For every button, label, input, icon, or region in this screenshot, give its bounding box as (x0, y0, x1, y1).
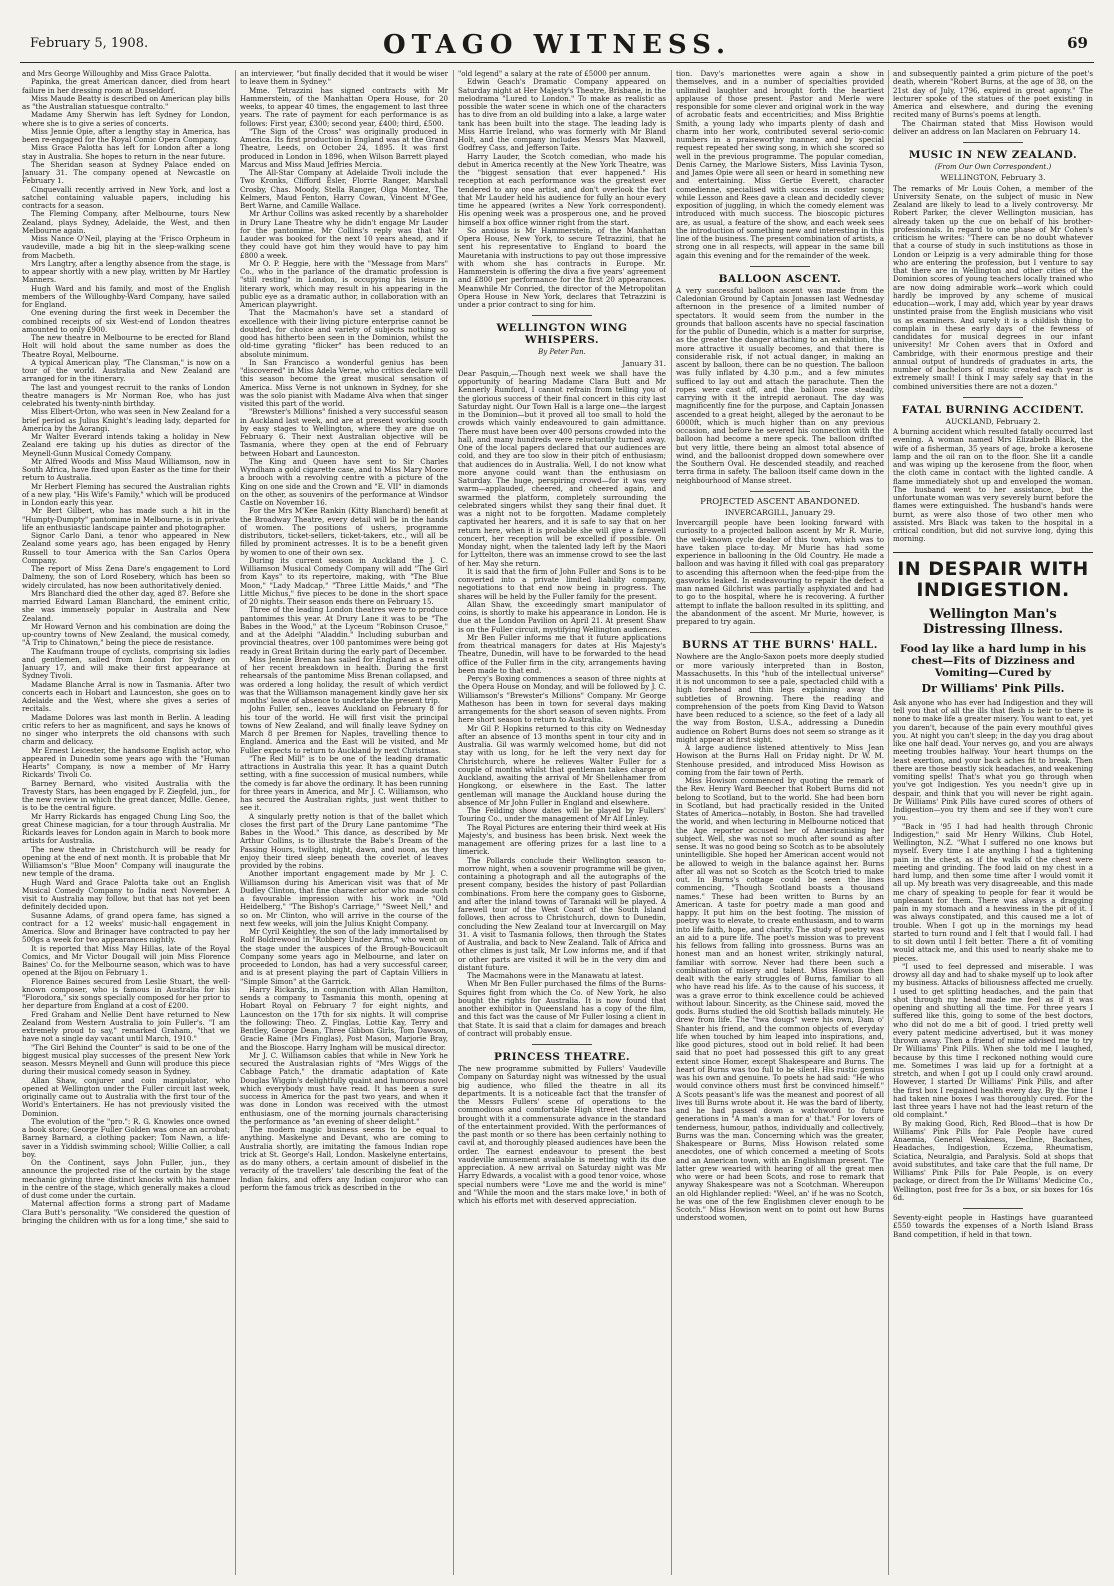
paragraph: The new theatre in Melbourne to be erected for Bland Holt will hold about the same number as does the Theatre Royal, Melbourne. (22, 333, 230, 359)
paragraph: "The Red Mill" is to be one of the leading dramatic attractions in Australia this year. It has a quaint Dutch setting, with a fine succession of musical numbers, while the comedy is far above the ordinary. It has been running for three years in America, and Mr J. C. Williamson, who has secured the Australian rights, just went thither to see it. (240, 753, 448, 813)
paragraph: Miss Elbert-Orton, who was seen in New Zealand for a brief period as Julius Knight's leading lady, departed for America by the Aorangi. (22, 407, 230, 433)
paragraph: an interviewer, "but finally decided that it would be wiser to leave them in Sydney." (240, 70, 448, 87)
music-nz-heading: MUSIC IN NEW ZEALAND. (908, 149, 1078, 161)
paragraph: Another important engagement made by Mr J. C. Williamson during his American visit was that of Mr Dudley Clinton, that fine character actor who made such a favourable impression with his work in "Old Heidelberg," "The Bishop's Carriage," "Sweet Nell," and so on. Mr Clinton, who will arrive in the course of the next few weeks, will join the Julius Knight Company. (240, 869, 448, 928)
wing-whispers-heading: WELLINGTON WING WHISPERS. (496, 322, 628, 347)
paragraph: The Chairman stated that Miss Howison would deliver an address on Ian Maclaren on February 14. (893, 118, 1093, 136)
paragraph: It is said that the firm of John Fuller and Sons is to be converted into a private limited liability company, negotiations to that end now being in progress. The shares will be held by the Fuller family for the present. (458, 566, 666, 601)
paragraph: "The Sign of the Cross" was originally produced in America. Its first production in England was at the Grand Theatre, Leeds, on October 24, 1895. It was first produced in London in 1896, when Wilson Barrett played Marcus and Miss Maud Jeffries Mercia. (240, 126, 448, 169)
music-nz-subheading: (From Our Own Correspondent.) (934, 163, 1052, 171)
article-separator (750, 632, 810, 633)
column-rule (671, 70, 672, 1575)
paragraph: "I used to feel depressed and miserable. I was drowsy all day and had to shake myself up to look after my business. Attacks of biliousness affected me cruelly. I used to get splitting headaches, and the pain that shot through my head made me feel as if it was opening and shutting all the time. For three years I suffered like this, going to some of the best doctors, who did not do me a bit of good. I tried pretty well every patent medicine advertised, but it was money thrown away. Then a friend of mine advised me to try Dr Williams' Pink Pills. When she told me I laughed, because by this time I reckoned nothing would cure me. Sometimes I was laid up for a fortnight at a stretch, and when I got up I could only crawl around. However, I started Dr Williams' Pink Pills, and after the first box I regained health every day. By the time I had taken nine boxes I was thoroughly cured. For the last three years I have not had the least return of the old complaint." (893, 961, 1093, 1120)
princess-theatre-continued (676, 70, 884, 260)
projected-ascent-dateline: INVERCARGILL, January 29. (724, 507, 836, 517)
article-separator (963, 142, 1023, 143)
music-nz-body (893, 185, 1093, 391)
paragraph: One evening during the first week in December the combined receipts of six West-end of London theatres amounted to only £900. (22, 308, 230, 334)
paragraph: Maternal affection forms a strong part of Madame Clara Butt's personality. "We considered the question of bringing the children with us for a long time," she said to (22, 1199, 230, 1225)
paragraph: Mr J. C. Williamson cables that while in New York he secured the Australasian rights of "Mrs Wiggs of the Cabbage Patch," the dramatic adaptation of Kate Douglas Wiggin's delightfully quaint and humorous novel which everybody must have read. It has been a sure success in America for the past two years, and when it was done in London was received with the utmost enthusiasm, one of the morning journals characterising the performance as "an evening of sheer delight." (240, 1050, 448, 1126)
paragraph: The Royal Pictures are entering their third week at His Majesty's, and business has been brisk. Next week the management are offering prizes for a last line to a limerick. (458, 822, 666, 857)
paragraph: Mr Walter Everard intends taking a holiday in New Zealand ere taking up his duties as director of the Meynell-Gunn Musical Comedy Company. (22, 432, 230, 458)
paragraph: The Macmahons were in the Manawatu at latest. (467, 971, 644, 980)
ad-brand: Dr Williams' Pink Pills. (921, 681, 1065, 695)
paragraph: The All-Star Company at Adelaide Tivoli include the Two Kronks, Clifford Esler, Florrie Ranger, Marshall Crosby, Chas. Moody, Stella Ranger, Olga Montez, The Kelmers, Maud Fenton, Harry Cowan, Vincent M'Gee, Bert Warne, and Camille Wallace. (240, 168, 448, 210)
ad-headline: IN DESPAIR WITH INDIGESTION. (897, 557, 1089, 601)
fatal-accident-body (893, 428, 1093, 544)
paragraph: Madame Blanche Arral is now in Tasmania. After two concerts each in Hobart and Launceston, she goes on to Adelaide and the West, where she gives a series of recitals. (22, 679, 230, 714)
paragraph: Mr Howard Vernon and his combination are doing the up-country towns of New Zealand, the musical comedy, "A Trip to Chinatown," being the piece de resistance. (22, 621, 230, 648)
column-2 (240, 70, 448, 1575)
paragraph: When Mr Ben Fuller purchased the films of the Burns-Squires fight from which the Co. of New York, he also bought the rights for Australia. It is now found that another exhibitor in Queensland has a copy of the film, and this fact was the cause of Mr Fuller losing a client in that State. It is said that a claim for damages and breach of contract will probably ensue. (458, 979, 666, 1038)
paragraph: Mrs Langtry, after a lengthy absence from the stage, is to appear shortly with a new play, written by Mr Hartley Manners. (22, 258, 230, 285)
paragraph: Mr O. P. Heggie, here with the "Message from Mars" Co., who in the parlance of the dramatic profession is "still resting" in London, is occupying his leisure in literary work, which may result in his appearing in the public eye as a dramatic author, in collaboration with an American playwright. (240, 258, 448, 309)
paragraph: Mme. Tetrazzini has signed contracts with Mr Hammerstein, of the Manhattan Opera House, for 20 weeks, to appear 40 times, the engagement to last three years. The rate of payment for each performance is as follows: First year, £300; second year, £400; third, £500. (240, 85, 448, 128)
paragraph: Cinquevalli recently arrived in New York, and lost a satchel containing valuable papers, including his contracts for a season. (22, 184, 230, 210)
burns-hall-body (676, 653, 884, 1222)
paragraph: Mr Arthur Collins was asked recently by a shareholder in Drury Lane Theatre why he didn't engage Mr Lauder for the pantomime. Mr Collins's reply was that Mr Lauder was booked for the next 10 years ahead, and if they could have got him they would have to pay him £800 a week. (240, 209, 448, 260)
column-rule (235, 70, 236, 1575)
princess-theatre-body (458, 1065, 666, 1205)
column-3 (458, 70, 666, 1575)
paragraph: tion. Davy's marionettes were again a show in themselves, and in a number of specialties provided unlimited laughter and brought forth the heartiest applause of those present. Pastor and Merle were responsible for some clever and original work in the way of acrobatic feats and eccentricities; and Miss Brightie Smith, a young lady who imparts plenty of dash and charm into her work, contributed several serio-comic numbers in a praiseworthy manner, and by special request repeated her swing song, in which she scored so well in the previous programme. The popular comedian, Denis Carney, the Marlowe Sisters, Miss Lavinia Tyson, and James Opie were all seen or heard in something new and entertaining. Miss Gertie Everett, character comedienne, specialised with success in coster songs; while Lesson and Rees gave a clean and decidedly clever exposition of juggling, in which the comedy element was introduced with much success. The bioscopic pictures are, as usual, a feature of the show, and each week sees the introduction of something new and interesting in this line of the business. The present combination of artists, a strong one in all respects, will appear in the same bill again this evening and for the remainder of the week. (676, 70, 884, 260)
paragraph: Seventy-eight people in Hastings have guaranteed £550 towards the expenses of a North Island Brass Band competition, if held in that town. (893, 1213, 1093, 1239)
paragraph: So anxious is Mr Hammerstein, of the Manhattan Opera House, New York, to secure Tetrazzini, that he sent his representative to England to board the Mauretania with instructions to pay out those impressive with whom she has contracts in Europe. Mr. Hammerstein is offering the diva a five years' agreement and £800 per performance for the first 20 appearances. Meanwhile Mr Conried, the director of the Metropolitan Opera House in New York, declares that Tetrazzini is under a prior contract to sing for him. (458, 225, 666, 309)
paragraph: and subsequently painted a grim picture of the poet's death, wherein "Robert Burns, at the age of 38, on the 21st day of July, 1796, expired in great agony." The lecturer spoke of the statues of the poet existing in America and elsewhere, and during the evening recited many of Burns's poems at length. (893, 70, 1093, 120)
ad-deck: Food lay like a hard lump in his chest—Fits of Dizziness and Vomiting—Cured by (900, 642, 1086, 679)
paragraph: The last and youngest recruit to the ranks of London theatre managers is Mr Norman Roe, who has just celebrated his twenty-ninth birthday. (22, 382, 230, 408)
paragraph: A typical American play, "The Clansman," is now on a tour of the world. Australia and New Zealand are arranged for in the itinerary. (22, 357, 230, 384)
paragraph: Edwin Geach's Dramatic Company appeared on Saturday night at Her Majesty's Theatre, Brisbane, in the melodrama "Lured to London." To make as realistic as possible the water scene in which one of the characters has to dive from an old building into a lake, a large water tank has been built into the stage. The leading lady is Miss Harrie Ireland, who was formerly with Mr Bland Holt, and the company includes Messrs Max Maxwell, Godfrey Cass, and Jefferson Taite. (458, 77, 666, 153)
paragraph: Harry Lauder, the Scotch comedian, who made his debut in America recently at the New York Theatre, was the "biggest sensation that ever happened." His reception at each performance was the greatest ever tendered to any one artist, and don't overlook the fact that Mr Lauder held his audience for fully an hour every time he appeared (writes a New York correspondent). His opening week was a prosperous one, and he proved himself a box office winner right from the start. (458, 151, 666, 227)
paragraph: Hugh Ward and his family, and most of the English members of the Willoughby-Ward Company, have sailed for England. (22, 283, 230, 309)
paragraph: The evolution of the "pro.": R. G. Knowles once owned a book store; George Fuller Golden was once an acrobat; Barney Barnard, a clothing packer; Tom Nawn, a life-saver in a Yiddish swimming school; Willie Collier, a call boy. (22, 1116, 230, 1159)
paragraph: John Fuller, sen., leaves Auckland on February 8 for his tour of the world. He will first visit the principal towns of New Zealand, and will finally leave Sydney on March 8 per Bremen for Naples, travelling thence to England. America and the East will be visited, and Mr Fuller expects to return to Auckland by next Christmas. (240, 704, 448, 755)
ad-body (893, 699, 1093, 1202)
ad-subheading: Wellington Man's Distressing Illness. (922, 606, 1064, 637)
paragraph: During its current season in Auckland the J. C. Williamson Musical Comedy Company will add "The Girl from Kays" to its repertoire, making, with "The Blue Moon," "Lady Madcap," "Three Little Maids," and "The Little Michus," five pieces to be done in the short space of 20 nights. Their season ends there on February 15. (240, 555, 448, 606)
paragraph: "old legend" a salary at the rate of £5000 per annum. (458, 70, 651, 78)
paragraph: Fred Graham and Nellie Dent have returned to New Zealand from Western Australia to join Fuller's. "I am extremely proud to say," remarked Graham, "that we have not a single day vacant until March, 1910." (22, 1009, 230, 1044)
projected-ascent-body (676, 519, 884, 626)
paragraph: Mr Cyril Keightley, the son of the lady immortalised by Rolf Boldrewood in "Robbery Under Arms," who went on the stage under the auspices of the Brough-Boucicault Company some years ago in Melbourne, and later on proceeded to London, has had a very successful career, and is at present playing the part of Captain Villiers in "Simple Simon" at the Garrick. (240, 927, 448, 986)
paragraph: Mr Alfred Woods and Miss Maud Williamson, now in South Africa, have fixed upon Easter as the time for their return to Australia. (22, 456, 230, 483)
brass-band-note (893, 1214, 1093, 1239)
masthead (20, 22, 1094, 63)
column-rule (888, 70, 889, 1575)
paragraph: "Brewster's Millions" finished a very successful season in Auckland last week, and are at present working south by easy stages to Wellington, where they are due on February 6. Their next Australian objective will be Tasmania, where they open at the end of February between Hobart and Launceston. (240, 407, 448, 458)
column-4 (676, 70, 884, 1575)
paragraph: Madame Amy Sherwin has left Sydney for London, where she is to give a series of concerts. (22, 110, 230, 128)
paragraph: A burning accident which resulted fatally occurred last evening. A woman named Mrs Elizabeth Black, the wife of a fisherman, 35 years of age, broke a kerosene lamp and the oil ran on to the floor. She lit a candle and was wiping up the kerosene from the floor, when the cloth came in contact with the lighted candle. A flame immediately shot up and enveloped the woman. The husband went to her assistance, but the unfortunate woman was very severely burnt before the flames were extinguished. The husband's hands were burnt, as were also those of two other men who assisted. Mrs Black was taken to the hospital in a critical condition, but did not survive long, dying this morning. (893, 427, 1093, 544)
paragraph: Hugh Ward and Grace Palotta take out an English Musical Comedy Company to India next November. A visit to Australia may follow, but that has not yet been definitely decided upon. (22, 877, 230, 912)
column-rule (453, 70, 454, 1575)
paragraph: Susanne Adams, of grand opera fame, has signed a contract for a 12 weeks' music-hall engagement in America. Slow and Brinager have contracted to pay her 500gs a week for two appearances nightly. (22, 910, 230, 945)
paragraph: Mr Herbert Fleming has secured the Australian rights of a new play, "His Wife's Family," which will be produced in London early this year. (22, 481, 230, 507)
paragraph: Harry Rickards, in conjunction with Allan Hamilton, sends a company to Tasmania this month, opening at Hobart Royal on February 7 for eight nights, and Launceston on the 17th for six nights. It will comprise the following: Theo. Z. Finglas, Lottie Kay, Terry and Bentley, George Dean, Three Gibbon Girls, Tom Dawson, Gracie Raine (Mrs Finglas), Post Mason, Marjorie Bray, and the Bioscope. Harry Ingham will be musical director. (240, 984, 448, 1052)
paragraph: Dear Pasquin,—Though next week we shall have the opportunity of hearing Madame Clara Butt and Mr Kennerly Rumford, I cannot refrain from telling you of the glorious success of their final concert in this city last Saturday night. Our Town Hall is a large one—the largest in the Dominion—but it proved all too small to hold the crowds which vainly endeavoured to gain admittance. There must have been over 400 persons crowded into the hall, and many hundreds were reluctantly turned away. One of the local papers declared that our audiences are cold, and they are too slow in their pitch of enthusiasm; that audiences do in Australia. Well, I do not know what more anyone could want than the enthusiasm on Saturday. The huge, perspiring crowd—for it was very warm—applauded, cheered, and cheered again, and swarmed the platform, completely surrounding the celebrated singers whilst they sang their final duet. It was a night not to be forgotten. Madame completely captivated her hearers, and it is safe to say that on her return here, when it is probable she will give a farewell concert, her reception will be excelled if possible. On Monday night, when the talented lady left by the Maori for Lyttelton, there was an immense crowd to see the last of her. May she return. (458, 368, 666, 568)
paragraph: On the Continent, says John Fuller, jun., they announce the projected rise of the curtain by the stage mechanic giving three distinct knocks with his hammer in the centre of the stage, which generally makes a cloud of dust come under the curtain. (22, 1158, 230, 1200)
paragraph: The Fleming Company, after Melbourne, tours New Zealand, plays Sydney, Adelaide, the West, and then Melbourne again. (22, 209, 230, 235)
paragraph: Miss Grace Palotta has left for London after a long stay in Australia. She hopes to return in the near future. (22, 143, 230, 161)
fatal-accident-heading: FATAL BURNING ACCIDENT. (901, 403, 1085, 416)
theatrical-notes-end (458, 70, 666, 309)
paragraph: Miss Maude Beatty is described on American play bills as "the Australian statuesque contralto." (22, 93, 230, 111)
article-separator (963, 1208, 1023, 1209)
paragraph: The King and Queen have sent to Sir Charles Wyndham a gold cigarette case, and to Miss Mary Moore a brooch with a revolving centre with a picture of the King on one side and the Crown and "E. VII" in diamonds on the other, as souvenirs of the performance at Windsor Castle on November 16. (240, 456, 448, 507)
paragraph: The Sheridan season at Sydney Palace ended on January 31. The company opened at Newcastle on February 1. (22, 159, 230, 186)
article-separator (750, 491, 810, 492)
paragraph: Miss Nance O'Neil, playing at the 'Frisco Orpheum in vaudeville, made a big hit in the sleep-walking scene from Macbeth. (22, 234, 230, 260)
paragraph: Mr Gil P. Hopkins returned to this city on Wednesday after an absence of 13 months spent in tour city and in Australia. Gil was warmly welcomed home, but did not stay with us long, for he left the very next day for Christchurch, where he relieves Walter Fuller for a couple of months whilst that gentleman takes charge of Auckland, awaiting the arrival of Mr Shellenhamer from Hongkong, or elsewhere in the East. The latter gentleman will manage the Auckland house during the absence of Mr John Fuller in England and elsewhere. (458, 723, 666, 807)
projected-ascent-heading: PROJECTED ASCENT ABANDONED. (700, 496, 860, 507)
princess-theatre-heading: PRINCESS THEATRE. (493, 1051, 631, 1063)
article-separator (532, 1044, 592, 1045)
paragraph: Miss Jennie Brenan has sailed for England as a result of her recent breakdown in health. During the first rehearsals of the pantomime Miss Brenan collapsed, and was ordered a long holiday, the result of which verdict was that the Williamson management kindly gave her six months' leave of absence to undertake the present trip. (240, 654, 448, 705)
paragraph: and Mrs George Willoughby and Miss Grace Palotta. (22, 70, 212, 78)
paragraph: Ask anyone who has ever had Indigestion and they will tell you that of all the ills that flesh is heir to there is none to make life a greater misery. You want to eat, yet you daren't, because of the pain every mouthful gives you. At night you can't sleep; in the day you drag about like one half dead. Your nerves go, and you are always meeting troubles halfway. Your heart thumps on the least exertion, and your back aches fit to break. Then there are those beastly sick headaches, and weakening vomiting spells! That's what you go through when you've got Indigestion. Yes you needn't give up in despair, and think that you will never be right again. Dr Williams' Pink Pills have cured scores of others of Indigestion—you try them and see if they won't cure you. (893, 697, 1093, 823)
paragraph: Nowhere are the Anglo-Saxon poets more deeply studied or more variously interpreted than in Boston, Massachusetts. In this "hub of the intellectual universe" it is not uncommon to see a pale, spectacled child with a high forehead and thin legs explaining away the subtleties of Browning. There the reading and comprehension of the poets from King David to Watson have been reduced to a science, so the feet of a lady all the way from Boston, U.S.A., addressing a Dunedin audience on Robert Burns does not seem so strange as it might appear at first sight. (676, 652, 884, 744)
paragraph: Florence Baines secured from Leslie Stuart, the well-known composer, who is famous in Australia for his "Florodora," six songs specially composed for her prior to her departure from England at a cost of £200. (22, 976, 230, 1011)
paragraph: A singularly pretty notion is that of the ballet which closes the first part of the Drury Lane pantomime "The Babes in the Wood." This dance, as described by Mr Arthur Collins, is to illustrate the Babe's Dream of the Passing Hours, twilight, night, dawn, and noon, as they enjoy their tired sleep beneath the coverlet of leaves provided by the robins. (240, 811, 448, 870)
paragraph: The report of Miss Zena Dare's engagement to Lord Dalmeny, the son of Lord Rosebery, which has been so widely circulated, has now been authoritatively denied. (22, 564, 230, 590)
balloon-ascent-heading: BALLOON ASCENT. (718, 272, 842, 285)
paragraph: Mr Harry Rickards has engaged Chung Ling Soo, the great Chinese magician, for a tour through Australia. Mr Rickards leaves for London again in March to book more artists for Australia. (22, 811, 230, 846)
paragraph: Miss Howison commenced by quoting the remark of the Rev. Henry Ward Beecher that Robert Burns did not belong to Scotland, but to the world. She had been born in Scotland, but had practically resided in the United States of America—notably, in Boston. She had travelled the world, and when lecturing in Melbourne noticed that the Age reporter accused her of Americanising her subject. Well, she was not so much after sound as after sense. It was no good being so Scotch as to be absolutely unintelligible. She hoped her American accent would not be allowed to weigh in the balance against her. Burns after all was not so Scotch as the Scotch tried to make out. In Burns's cottage could be seen the lines commencing, "Though Scotland boasts a thousand names." These had been written to Burns by an American. A taste for poetry made a man good and happy. It put him on the best footing. The mission of poetry was to elevate, to create enthusiasm, and to warm into life faith, hope, and charity. The study of poetry was an aid to a pure life. The poet's mission was to prevent his fellows from falling into grossness. Burns was an honest man and an honest writer, strikingly natural, familiar with sorrow. Never had there been such a combination of misery and talent. Miss Howison then dealt with the early struggles of Burns, familiar to all who have read his life. As to the cause of his success, it was a grave error to think excellence could be achieved without labour. Sincerity, as the Chinese said, moved the gods. Burns studied the old Scottish ballads minutely. He drew from life. The "twa dougs" were his own, Dam o' Shanter his friend, and the common objects of everyday life when touched by him leaped into inspirations, and, like good pictures, stood out in bold relief. It had been said that no poet had possessed this gift to any great extent since Homer, except Shakespeare and Burns. The heart of Burns was too full to be silent. His rustic genius was his own and genuine. To poets he had said: "He who would convince others must first be convinced himself." A Scots peasant's life was the meanest and poorest of all lives till Burns wrote about it. He was the bard of liberty, and he had passed down a watchword to future generations in "A man's a man for a' that." For lovers of tenderness, humour, pathos, individually and collectively, Burns was the man. Concerning which was the greater, Shakespeare or Burns, Miss Howison related some anecdotes, one of which concerned a meeting of Scots and an American town, with an Englishman present. The latter grew wearied with hearing of all the great men who were or had been Scots, and rose to remark that anyway Shakespeare was not a Scotchman. Whereupon an old Highlander replied: "Weel, an' if he was no Scotch, he was one of the few Englishmen clever enough to be Scotch." Miss Howison went on to point out how Burns understood women, (676, 776, 884, 1223)
paragraph: "Back in '95 I had had health through Chronic Indigestion," said Mr Henry Wilkins, Club Hotel, Wellington, N.Z. "What I suffered no one knows but myself. Every time I ate anything I had a tightening pain in the chest, as if the walls of the chest were meeting and grinding. The food laid on my chest in a hard lump, and then some time after I would vomit it all up. My breath was very disagreeable, and this made me chary of speaking to people for fear it would be unpleasant for them. There was always a dragging pain in my stomach and a heaviness in the pit of it. I was always constipated, and this caused me a lot of trouble. When I got up in the mornings my head started to turn round and I felt that I would fall. I had to sit down until I felt better. There a fit of vomiting would attack me, and this used to nearly shake me to pieces. (893, 821, 1093, 963)
wing-whispers-dateline: January 31. (622, 358, 666, 368)
paragraph: A very successful balloon ascent was made from the Caledonian Ground by Captain Jonassen last Wednesday afternoon in the presence of a limited number of spectators. It would seem from the number in the grounds that balloon ascents have no special fascination for the public of Dunedin, which is a matter for surprise, as the greater the danger attaching to an exhibition, the more attractive it usually becomes, and that there is considerable risk, if not actual danger, in making an ascent by balloon, there can be no question. The balloon was fully inflated by 4.30 p.m., and a few minutes sufficed to lay out and attach the parachute. Then the ropes were cast off, and the balloon rose steadily, carrying with it the intrepid aeronaut. The day was magnificently fine for the purpose, and Captain Jonassen ascended to a great height, alleged by the aeronaut to be 6000ft, which is much higher than on any previous occasion, and before he severed his connection with the balloon had become a mere speck. The balloon drifted but very little, there being an almost total absence of wind, and the balloonist dropped down somewhere over the Southern Oval. He descended steadily, and reached terra firma in safety. The balloon itself came down in the neighbourhood of Manse street. (676, 285, 884, 485)
burns-hall-continued (893, 70, 1093, 136)
paragraph: The Kaufmann troupe of cyclists, comprising six ladies and gentlemen, sailed from London for Sydney on January 17, and will make their first appearance at Sydney Tivoli. (22, 646, 230, 681)
burns-hall-heading: BURNS AT THE BURNS' HALL. (682, 639, 878, 652)
paragraph: For the Mrs M'Kee Rankin (Kitty Blanchard) benefit at the Broadway Theatre, every detail will be in the hands of women. The positions of ushers, programme distributors, ticket-sellers, ticket-takers, etc., will all be filled by prominent actresses. It is to be a benefit given by women to one of their own sex. (240, 506, 448, 557)
paragraph: Papinka, the great American dancer, died from heart failure in her dressing room at Dusseldorf. (22, 77, 230, 95)
paragraph: It is reported that Miss May Hillas, late of the Royal Comics, and Mr Victor Dougall will join Miss Florence Baines' Co. for the Melbourne season, which was to have opened at the Bijou on February 1. (22, 943, 230, 978)
paragraph: That the Macmahon's have set a standard of excellence with their living picture enterprise cannot be doubted, for choice and variety of subjects nothing so good has hitherto been seen in the Dominion, whilst the old-time gyrating "flicker" has been reduced to an absolute minimum. (240, 308, 448, 359)
paragraph: A large audience listened attentively to Miss Jean Howison at the Burns Hall on Friday night. Dr W. M. Stenhouse presided, and introduced Miss Howison as coming from the fair town of Perth. (676, 743, 884, 777)
paragraph: By making Good, Rich, Red Blood—that is how Dr Williams' Pink Pills for Pale People have cured Anaemia, General Weakness, Decline, Backaches, Headaches, Indigestion, Eczema, Rheumatism, Sciatica, Neuralgia, and Paralysis. Sold at shops that avoid substitutes, and take care that the full name, Dr Williams' Pink Pills for Pale People, is on every package, or direct from the Dr Williams' Medicine Co., Wellington, post free for 3s a box, or six boxes for 16s 6d. (893, 1118, 1093, 1202)
paragraph: Percy's Boxing commences a season of three nights at the Opera House on Monday, and will be followed by J. C. Williamson's "Brewster's Millions" Company. Mr George Matheson has been in town for several days making arrangements for the short season of seven nights. From here short season to return to Australia. (458, 674, 666, 725)
paragraph: Miss Jennie Opie, after a lengthy stay in America, has been re-engaged for the Royal Comic Opera Company. (22, 126, 230, 144)
paragraph: The new programme submitted by Fullers' Vaudeville Company on Saturday night was witnessed by the usual big audience, who filled the theatre in all its departments. It is a noticeable fact that the transfer of the Messrs Fullers' scene of operations to the commodious and comfortable High street theatre has brought with it a commensurate advance in the standard of the entertainment provided. With the performances of the past month or so there has been certainly nothing to cavil at, and thoroughly pleased audiences have been the order. The earnest endeavour to present the best vaudeville amusement available is meeting with its due appreciation. A new arrival on Saturday night was Mr Harry Edwards, a vocalist with a good tenor voice, whose special numbers were "Love me and the world is mine" and "While the moon and the stars make love," in both of which his efforts met with deserved appreciation. (458, 1064, 666, 1205)
issue-date: February 5, 1908. (30, 36, 149, 51)
paragraph: The Pollards conclude their Wellington season to-morrow night, when a souvenir programme will be given, containing a photograph and all the autographs of the present company, besides the history of past Pollardian combinations. From here the company goes to Gisborne, and after the inland towns of Taranaki will be played. A farewell tour of the West Coast of the South Island follows, then across to Christchurch, down to Dunedin, concluding the New Zealand tour at Invercargill on May 31. A visit to Tasmania follows, then through the States of Australia, and back to New Zealand. Talk of Africa and other climes is just talk, Mr Low informs me, and if that or other parts are visited it will be in the very dim and distant future. (458, 855, 666, 972)
paragraph: Signor Carlo Dani, a tenor who appeared in New Zealand some years ago, has been engaged by Henry Russell to tour America with the San Carlos Opera Company. (22, 531, 230, 565)
paragraph: Allan Shaw, conjurer and coin manipulator, who opened at Wellington under the Fuller circuit last week, originally came out to Australia with the first tour of the World's Entertainers. He has not previously visited the Dominion. (22, 1075, 230, 1118)
paragraph: Mrs Blanchard died the other day, aged 87. Before she married Edward Laman Blanchard, the eminent critic, she was immensely popular in Australia and New Zealand. (22, 588, 230, 623)
paragraph: Mr Ernest Leicester, the handsome English actor, who appeared in Dunedin some years ago with the "Human Hearts" Company, is now a member of Mr Harry Rickards' Tivoli Co. (22, 745, 230, 780)
paragraph: The new theatre in Christchurch will be ready for opening at the end of next month. It is probable that Mr Williamson's "Blue Moon" Company will inaugurate the new temple of the drama. (22, 844, 230, 879)
paragraph: Allan Shaw, the exceedingly smart manipulator of coins, is shortly to make his appearance in London. He is due at the London Pavilion on April 21. At present Shaw is on the Fuller circuit, mystifying Wellington audiences. (458, 599, 666, 634)
pink-pills-advertisement (893, 552, 1093, 1203)
paragraph: Madame Dolores was last month in Berlin. A leading critic refers to her as magnificent, and says he knows of no singer who interprets the old chansons with such charm and delicacy. (22, 712, 230, 747)
paragraph: Invercargill people have been looking forward with curiosity to a projected balloon ascent by Mr R. Murie, the well-known cycle dealer of this town, which was to have taken place to-day. Mr Murie has had some experience in ballooning in the Old Country. He made a balloon and was having it filled with coal gas preparatory to ascending this afternoon when the feed-pipe from the gasworks leaked. In endeavouring to repair the defect a man named Gilchrist was partially asphyxiated and had to go to the hospital, where he is recovering. A further attempt to inflate the balloon resulted in its splitting, and the abandonment of the ascent. Mr Murie, however, is prepared to try again. (676, 518, 884, 626)
page-number: 69 (1067, 34, 1088, 52)
paragraph: Three of the leading London theatres were to produce pantomimes this year. At Drury Lane it was to be "The Babes in the Wood," at the Lyceum "Robinson Crusoe," and at the Adelphi "Aladdin." Including suburban and provincial theatres, over 100 pantomimes were being got ready in Great Britain during the early part of December. (240, 605, 448, 656)
paragraph: "The Girl Behind the Counter" is said to be one of the biggest musical play successes of the present New York season. Messrs Meynell and Gunn will produce this piece during their musical comedy season in Sydney. (22, 1042, 230, 1077)
article-separator (750, 266, 810, 267)
newspaper-title: OTAGO WITNESS. (382, 30, 732, 60)
paragraph: The Feilding show dates will be played by Fullers' Touring Co., under the management of Mr Alf Linley. (458, 806, 666, 824)
paragraph: The modern magic business seems to be equal to anything. Maskelyne and Devant, who are coming to Australia shortly, are imitating the famous Indian rope trick at St. George's Hall, London. Maskelyne entertains, as do many others, a certain amount of disbelief in the veracity of the travellers' tale describing the feat of the Indian fakirs, and offers any Indian conjuror who can perform the famous trick as described in the (240, 1125, 448, 1192)
article-separator (963, 397, 1023, 398)
paragraph: In San Francisco a wonderful genius has been "discovered" in Miss Adela Verne, who critics declare will this season become the great musical sensation of America. Miss Verne is not unknown in Sydney, for she was the solo pianist with Madame Alva when that singer visited this part of the world. (240, 357, 448, 408)
theatrical-notes-continued (240, 70, 448, 1192)
wing-whispers-body (458, 370, 666, 1038)
column-5 (893, 70, 1093, 1575)
paragraph: Mr Ben Fuller informs me that it future applications from theatrical managers for dates at His Majesty's Theatre, Dunedin, will have to be forwarded to the head office of the Fuller firm in the city, arrangements having been made to that end. (458, 632, 666, 675)
music-nz-dateline: WELLINGTON, February 3. (940, 173, 1046, 183)
paragraph: Mr Bert Gilbert, who has made such a hit in the "Humpty-Dumpty" pantomime in Melbourne, is in private life an enthusiastic landscape painter and photographer. (22, 506, 230, 532)
paragraph: The remarks of Mr Louis Cohen, a member of the University Senate, on the subject of music in New Zealand are likely to lead to a lively controversy. Mr Robert Parker, the clever Wellington musician, has already taken up the cue on behalf of his brother-professionals. In regard to one phase of Mr Cohen's criticism he writes: "There can be no doubt whatever that a course of study in such institutions as those in London or Leipzig is a very admirable thing for those who are entering the profession, but I venture to say that there are in Wellington and other cities of the Dominion scores of young teachers locally trained who are now doing admirable work—work which could hardly be improved by any scheme of musical education—work, I may add, which year by year draws unstinted praise from the English musicians who visit us as examiners. And surely it is a childish thing to complain in these early days of the fewness of candidates for musical degrees in our infant university! Mr Cohen avers that in Oxford and Cambridge, with their enormous prestige and their annual output of hundreds of graduates in arts, the number of bachelors of music created each year is extremely small! I think I may safely say that in the combined universities there are not a dozen." (893, 183, 1093, 391)
paragraph: Barney Bernard, who visited Australia with the Travesty Stars, has been engaged by F. Ziegfeld, jun., for the new review in which the great dancer, Mdlle. Genee, is to be the central figure. (22, 778, 230, 813)
balloon-ascent-body (676, 287, 884, 485)
article-separator (532, 315, 592, 316)
wing-whispers-byline: By Peter Pan. (538, 348, 586, 357)
theatrical-notes (22, 70, 230, 1225)
column-1 (22, 70, 230, 1575)
fatal-accident-dateline: AUCKLAND, February 2. (945, 416, 1041, 426)
